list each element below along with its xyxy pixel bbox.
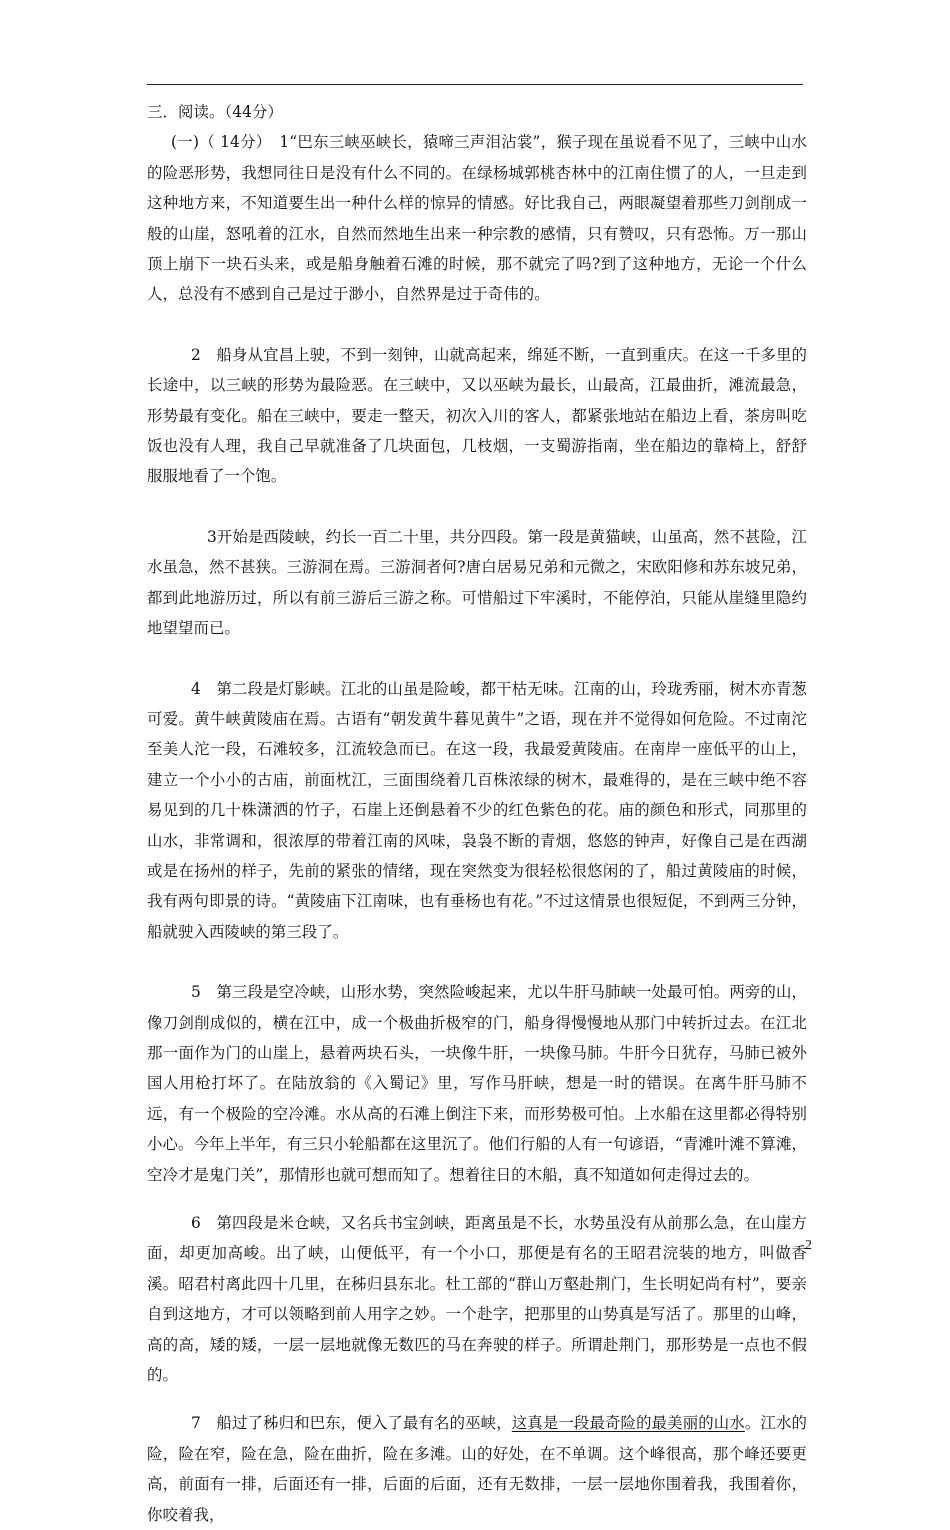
- header-rule: [147, 84, 803, 85]
- paragraph-4: 4 第二段是灯影峡。江北的山虽是险峻，都干枯无味。江南的山，玲珑秀丽，树木亦青葱可爱。黄牛峡黄陵庙在焉。古语有“朝发黄牛暮见黄牛”之语，现在并不觉得如何危险。不过南沱至美人沱一段，石滩较多，江流较急而已。在这一段，我最爱黄陵庙。在南岸一座低平的山上，建立一个小小的古庙，前面枕江，三面围绕着几百株浓绿的树木，最难得的，是在三峡中绝不容易见到的几十株潇洒的竹子，石崖上还倒悬着不少的红色紫色的花。庙的颜色和形式，同那里的山水，非常调和，很浓厚的带着江南的风味，袅袅不断的青烟，悠悠的钟声，好像自己是在西湖或是在扬州的样子，先前的紧张的情绪，现在突然变为很轻松很悠闲的了，船过黄陵庙的时候，我有两句即景的诗。“黄陵庙下江南味，也有垂杨也有花。”不过这情景也很短促，不到两三分钟，船就驶入西陵峡的第三段了。: [147, 679, 807, 941]
- paragraph-5: 5 第三段是空冷峡，山形水势，突然险峻起来，尤以牛肝马肺峡一处最可怕。两旁的山，像刀剑削成似的，横在江中，成一个极曲折极窄的门，船身得慢慢地从那门中转折过去。在江北那一面作为门的山崖上，悬着两块石头，一块像牛肝，一块像马肺。牛肝今日犹存，马肺已被外国人用枪打坏了。在陆放翁的《入蜀记》里，写作马肝峡，想是一时的错误。在离牛肝马肺不远，有一个极险的空冷滩。水从高的石滩上倒注下来，而形势极可怕。上水船在这里都必得特别小心。今年上半年，有三只小轮船都在这里沉了。他们行船的人有一句谚语，“青滩叶滩不算滩，空冷才是鬼门关”，那情形也就可想而知了。想着往日的木船，真不知道如何走得过去的。: [147, 983, 807, 1184]
- paragraph-3: 3开始是西陵峡，约长一百二十里，共分四段。第一段是黄猫峡，山虽高，然不甚险，江水虽急，然不甚狭。三游洞在焉。三游洞者何?唐白居易兄弟和元微之，宋欧阳修和苏东坡兄弟，都到此地游历过，所以有前三游后三游之称。可惜船过下牢溪时，不能停泊，只能从崖缝里隐约地望望而已。: [147, 527, 807, 638]
- reading-content: [147, 97, 807, 1530]
- underlined-phrase: 这真是一段最奇险的最美丽的山水: [511, 1414, 745, 1433]
- paragraph-2: 2 船身从宜昌上驶，不到一刻钟，山就高起来，绵延不断，一直到重庆。在这一千多里的长途中，以三峡的形势为最险恶。在三峡中，又以巫峡为最长，山最高，江最曲折，滩流最急，形势最有变化。船在三峡中，要走一整天，初次入川的客人，都紧张地站在船边上看，茶房叫吃饭也没有人理，我自己早就准备了几块面包，几枝烟，一支蜀游指南，坐在船边的靠椅上，舒舒服服地看了一个饱。: [147, 345, 807, 486]
- paragraph-7: [147, 1408, 807, 1530]
- paragraph-7-rest: 。江水的险，险在窄，险在急，险在曲折，险在多滩。山的好处，在不单调。这个峰很高，那个峰还要更高，前面有一排，后面还有一排，后面的后面，还有无数排，一层一层地你围着我，我围着你，你咬着我，: [147, 1414, 807, 1524]
- paragraph-6: 6 第四段是米仓峡，又名兵书宝剑峡，距离虽是不长，水势虽没有从前那么急，在山崖方面，却更加高峻。出了峡，山便低平，有一个小口，那便是有名的王昭君浣装的地方，叫做香溪。昭君村离此四十几里，在秭归县东北。杜工部的“群山万壑赴荆门，生长明妃尚有村”，要亲自到这地方，才可以领略到前人用字之妙。一个赴字，把那里的山势真是写活了。那里的山峰，高的高，矮的矮，一层一层地就像无数匹的马在奔驶的样子。所谓赴荆门，那形势是一点也不假的。: [147, 1214, 807, 1385]
- paragraph-1: (一)（ 14分） 1“巴东三峡巫峡长，猿啼三声泪沾裳”，猴子现在虽说看不见了，三峡中山水的险恶形势，我想同往日是没有什么不同的。在绿杨城郭桃杏林中的江南住惯了的人，一旦走到这种地方来，不知道要生出一种什么样的惊异的情感。好比我自己，两眼凝望着那些刀剑削成一般的山崖，怒吼着的江水，自然而然地生出来一种宗教的感情，只有赞叹，只有恐怖。万一那山顶上崩下一块石头来，或是船身触着石滩的时候，那不就完了吗?到了这种地方，无论一个什么人，总没有不感到自己是过于渺小，自然界是过于奇伟的。: [147, 133, 807, 304]
- paragraph-7-lead: 7 船过了秭归和巴东，便入了最有名的巫峡，: [191, 1414, 512, 1433]
- page-number: 2: [805, 1238, 812, 1253]
- section-heading: 三．阅读。（44分）: [147, 103, 284, 121]
